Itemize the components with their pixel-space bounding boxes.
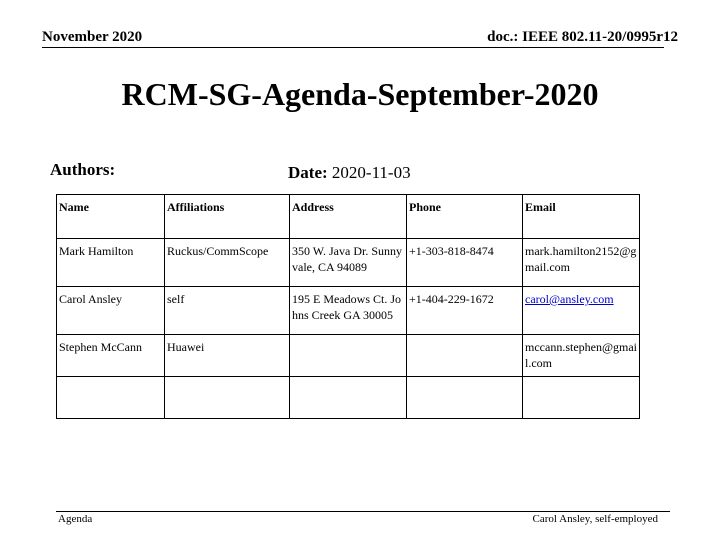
cell-email — [523, 377, 640, 419]
slide-title: RCM-SG-Agenda-September-2020 — [121, 76, 599, 112]
column-header-affiliations: Affiliations — [165, 195, 290, 239]
cell-name: Stephen McCann — [57, 335, 165, 377]
cell-email — [523, 287, 640, 335]
table-row — [57, 335, 640, 377]
email-link[interactable]: carol@ansley.com — [525, 292, 614, 306]
cell-address: 195 E Meadows Ct. Johns Creek GA 30005 — [290, 287, 407, 335]
cell-phone — [407, 335, 523, 377]
cell-affiliation: Huawei — [165, 335, 290, 377]
authors-table — [56, 194, 640, 419]
authors-label: Authors: — [50, 160, 116, 179]
cell-email: mark.hamilton2152@gmail.com — [523, 239, 640, 287]
cell-name: Carol Ansley — [57, 287, 165, 335]
table-row — [57, 239, 640, 287]
footer-rule — [56, 511, 670, 512]
table-row — [57, 377, 640, 419]
footer-left: Agenda — [58, 513, 93, 525]
cell-name — [57, 377, 165, 419]
cell-affiliation — [165, 377, 290, 419]
cell-affiliation: Ruckus/CommScope — [165, 239, 290, 287]
cell-address: 350 W. Java Dr. Sunnyvale, CA 94089 — [290, 239, 407, 287]
column-header-phone: Phone — [407, 195, 523, 239]
column-header-name: Name — [57, 195, 165, 239]
header-rule — [42, 47, 664, 48]
cell-address — [290, 335, 407, 377]
header-date: November 2020 — [42, 29, 143, 45]
cell-phone: +1-303-818-8474 — [407, 239, 523, 287]
cell-address — [290, 377, 407, 419]
footer-right: Carol Ansley, self-employed — [532, 513, 658, 525]
header-doc-id: doc.: IEEE 802.11-20/0995r12 — [487, 29, 678, 45]
cell-phone: +1-404-229-1672 — [407, 287, 523, 335]
date-line — [288, 163, 411, 183]
cell-email: mccann.stephen@gmail.com — [523, 335, 640, 377]
column-header-email: Email — [523, 195, 640, 239]
cell-phone — [407, 377, 523, 419]
date-label: Date: — [288, 163, 328, 182]
cell-affiliation: self — [165, 287, 290, 335]
cell-name: Mark Hamilton — [57, 239, 165, 287]
table-row — [57, 287, 640, 335]
table-header-row — [57, 195, 640, 239]
column-header-address: Address — [290, 195, 407, 239]
date-value: 2020-11-03 — [331, 163, 411, 182]
